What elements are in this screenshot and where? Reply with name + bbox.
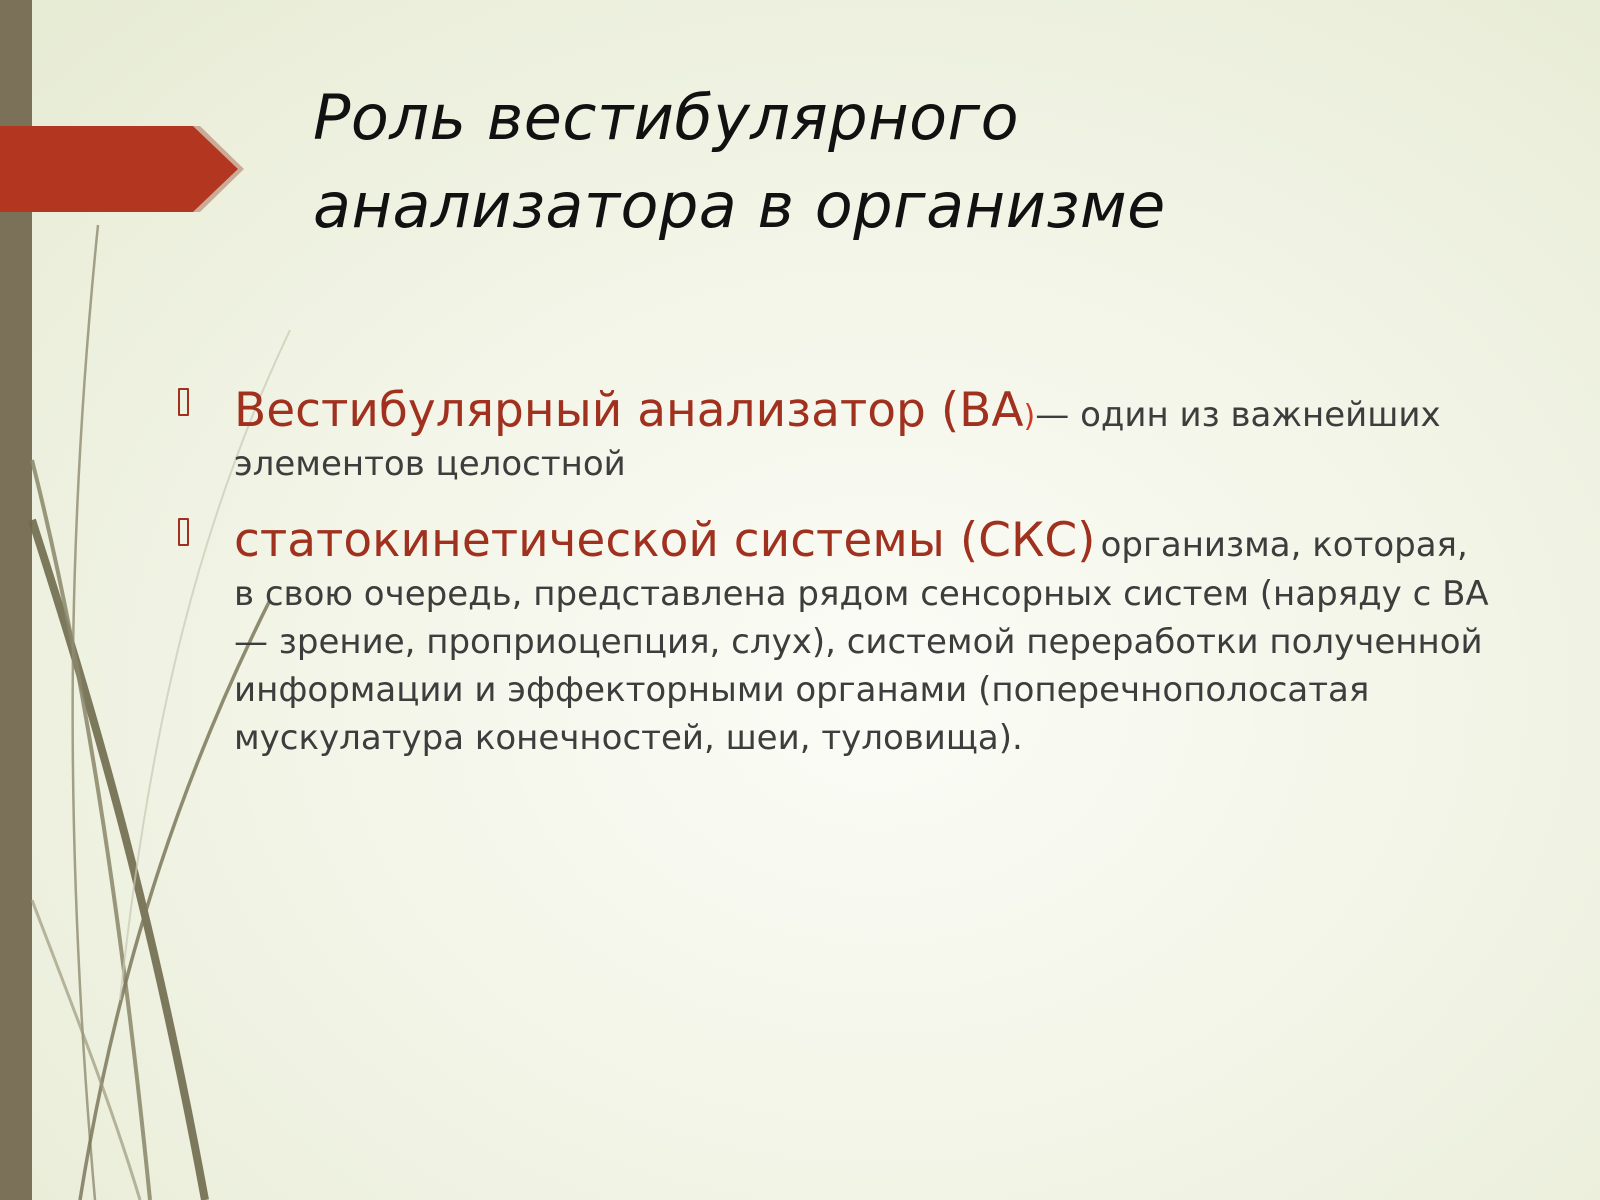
bullet-2-lead: статокинетической системы (СКС): [234, 513, 1096, 568]
slide-title: [313, 74, 1513, 250]
bullet-marker-icon: [178, 518, 189, 546]
bullet-marker-icon: [178, 388, 189, 416]
bullet-list: [176, 382, 1496, 786]
red-arrow-banner: [0, 126, 238, 212]
bullet-item-2: [176, 512, 1496, 762]
slide-title-line-2: анализатора в организме: [313, 169, 1166, 242]
bullet-1-rest: — один из важнейших элементов целостной: [234, 395, 1441, 484]
slide-title-line-1: Роль вестибулярного: [313, 81, 1020, 154]
bullet-item-1: [176, 382, 1496, 488]
bullet-1-lead: Вестибулярный анализатор (ВА: [234, 383, 1024, 438]
bullet-1-lead-paren: ): [1023, 399, 1036, 434]
bullet-2-rest: организма, которая, в свою очередь, представлена рядом сенсорных систем (наряду с ВА— зрение, проприоцепция, слух), системой переработки полученной информации и эффекторными органами (поперечнополосатая мускулатура конечностей, шеи, туловища).: [234, 525, 1489, 758]
